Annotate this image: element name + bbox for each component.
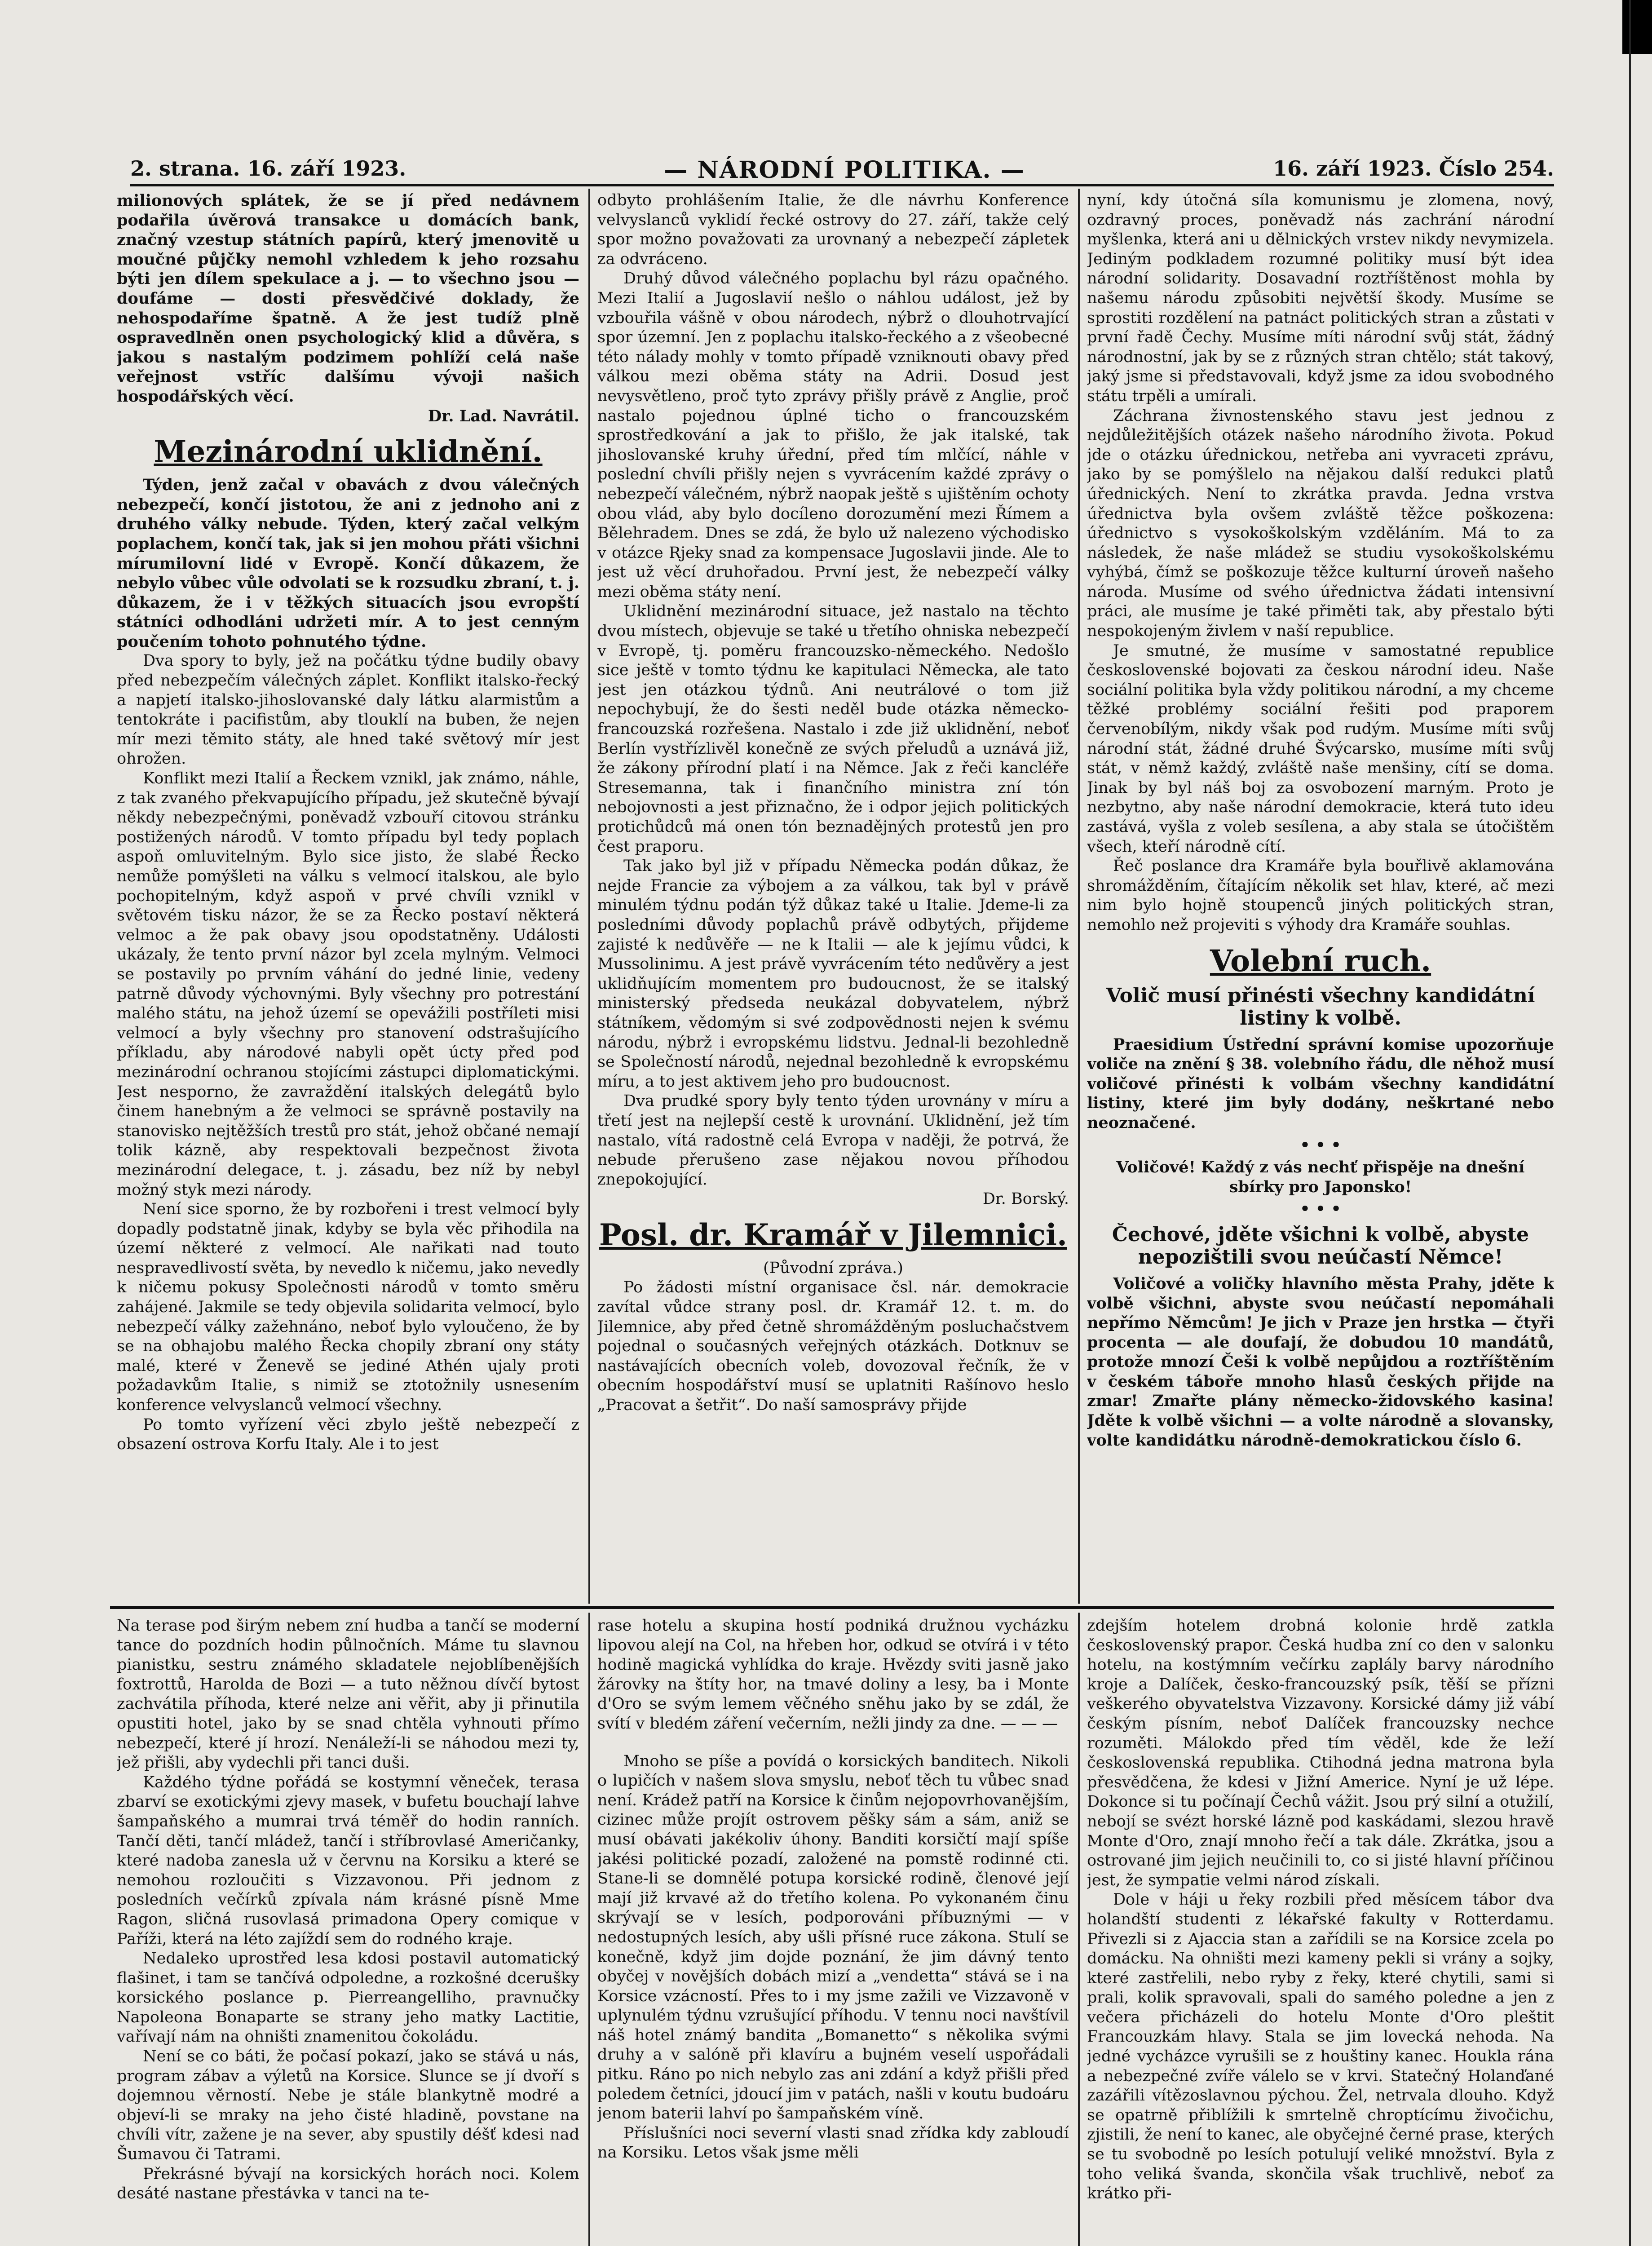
notice: Praesidium Ústřední správní komise upozorňuje voliče na znění § 38. volebního řádu, dle něhož musí voličové přinésti k volbám všechny kandidátní listiny, které jim byly dodány, neškrtané nebo neoznačené.	[1087, 1035, 1554, 1132]
column-3	[1087, 191, 1554, 1604]
article-subheading: Volič musí přinésti všechny kandidátní listiny k volbě.	[1106, 984, 1535, 1030]
header-rule	[130, 184, 1554, 186]
section-rule	[110, 1606, 1554, 1609]
page-header	[130, 156, 1554, 183]
paragraph: Řeč poslance dra Kramáře byla bouřlivě aklamována shromážděním, čítajícím několik set hlav, které, ač mezi nim bylo hojně stoupenců jiných politických stran, nemohlo než projeviti s výhody dra Kramáře souhlas.	[1087, 857, 1554, 934]
intro-signature: Dr. Lad. Navrátil.	[428, 407, 579, 425]
column-2	[597, 191, 1069, 1604]
feuilleton-column-2	[597, 1616, 1069, 2246]
notice: Voličové! Každý z vás nechť přispěje na dnešní sbírky pro Japonsko!	[1116, 1158, 1525, 1196]
paragraph: Překrásné bývají na korsických horách noci. Kolem desáté nastane přestávka v tanci na te-	[117, 2165, 579, 2203]
paragraph: Dva prudké spory byly tento týden urovnány v míru a třetí jest na nejlepší cestě k urovnání. Uklidnění, jež tím nastalo, vítá radostně celá Evropa v naději, že potrvá, že nebude přerušeno zase nějakou novou příhodou znepokojující.	[597, 1092, 1069, 1189]
notice: Voličové a voličky hlavního města Prahy, jděte k volbě všichni, abyste svou neúčastí nepomáhali nepřímo Němcům! Je jich v Praze jen hrstka — čtyři procenta — ale doufají, že dobudou 10 mandátů, protože mnozí Češi k volbě nepůjdou a roztříštěním v českém táboře mnoho hlasů českých přijde na zmar! Zmařte plány německo-židovského kasina! Jděte k volbě všichni — a volte národně a slovansky, volte kandidátku národně-demokratickou číslo 6.	[1087, 1274, 1554, 1450]
paragraph: Uklidnění mezinárodní situace, jež nastalo na těchto dvou místech, objevuje se také u třetího ohniska nebezpečí v Evropě, tj. poměru francouzsko-německého. Nedošlo sice ještě v tomto týdnu ke kapitulaci Německa, ale tato jest jen otázkou týdnů. Ani neutrálové o tom již nepochybují, že do šesti neděl bude otázka německo-francouzská rozřešena. Nastalo i zde již uklidnění, neboť Berlín vystřízlivěl konečně ze svých přeludů a uznává již, že zákony přírodní platí i na Němce. Jak z řeči kancléře Stresemanna, tak i finančního ministra zní tón nebojovnosti a jest přiznačno, že i odpor jejich politických protichůdců má onen tón beznadějných protestů jen pro čest praporu.	[597, 602, 1069, 856]
paragraph: Je smutné, že musíme v samostatné republice československé bojovati za českou národní ideu. Naše sociální politika byla vždy politikou národní, a my chceme těžké problémy sociální řešiti pod praporem červenobílým, nikdy však pod rudým. Musíme míti svůj národní stát, žádné druhé Švýcarsko, musíme míti svůj stát, v němž každý, zvláště naše menšiny, cítí se doma. Jinak by byl náš boj za osvobození marným. Proto je nezbytno, aby naše národní demokracie, která tuto ideu zastává, vyšla z voleb sesílena, a aby stala se útočištěm všech, kteří národně cítí.	[1087, 641, 1554, 856]
paragraph: Záchrana živnostenského stavu jest jednou z nejdůležitějších otázek našeho národního života. Pokud jde o otázku úřednickou, netřeba ani vyvraceti zprávu, jako by se pomýšlelo na nějakou další redukci platů úřednických. Není to zkrátka pravda. Jedna vrstva úřednictva byla ovšem zvláště těžce poškozena: úřednictvo s vysokoškolským vzděláním. Má to za následek, že naše mládež se studiu vysokoškolskému vyhýbá, čímž se poškozuje těžce kulturní úroveň našeho národa. Musíme od svého úřednictva žádati intensivní práci, ale musíme je také přiměti tak, aby přestalo býti nespokojeným živlem v naší republice.	[1087, 407, 1554, 641]
column-rule	[1078, 1613, 1080, 2246]
paragraph: Konflikt mezi Italií a Řeckem vznikl, jak známo, náhle, z tak zvaného překvapujícího případu, jež skutečně bývají někdy nebezpečnými, poněvadž vzbouří citovou stránku postižených národů. V tomto případu byl tedy poplach aspoň omluvitelným. Bylo sice jisto, že slabé Řecko nemůže pomýšleti na válku s velmocí italskou, ale bylo pochopitelným, když aspoň v prvé chvíli vznikl v světovém tisku názor, že se za Řecko postaví některá velmoc a že pak obavy jsou opodstatněny. Události ukázaly, že tento první názor byl zcela mylným. Velmoci se postavily po prvním váhání do jedné linie, vedeny patrně důvody výchovnými. Byly všechny pro potrestání malého státu, na jehož území se opevážili postříleti misi velmocí a byly všechny pro stanovení odstrašujícího příkladu, aby národové nabyli opět úcty před pod mezinárodní ochranou stojícími zástupci diplomatickými. Jest nesporno, že zavraždění italských delegátů bylo činem hanebným a že velmoci se správně postavily na stanovisko nejtěžších trestů pro stát, jehož občané nemají tolik kázně, aby respektovali bezpečnost života mezinárodní delegace, t. j. zásadu, bez níž by nebyl možný styk mezi národy.	[117, 769, 579, 1199]
paragraph: Příslušníci noci severní vlasti snad zřídka kdy zabloudí na Korsiku. Letos však jsme měli	[597, 2124, 1069, 2162]
column-rule	[588, 189, 590, 1604]
separator: • • •	[1300, 1200, 1341, 1219]
paragraph: Po žádosti místní organisace čsl. nár. demokracie zavítal vůdce strany posl. dr. Kramář 12. t. m. do Jilemnice, aby před četně shromážděným posluchačstvem pojednal o současných veřejných otázkách. Dotknuv se nastávajících obecních voleb, dovozoval řečník, že v obecním hospodářství musí se uplatniti Rašínovo heslo „Pracovat a šetřit“. Do naší samosprávy přijde	[597, 1278, 1069, 1415]
paragraph: Na terase pod širým nebem zní hudba a tančí se moderní tance do pozdních hodin půlnočních. Máme tu slavnou pianistku, sestru známého skladatele nejoblíbenějších foxtrottů, Harolda de Bozi — a tuto něžnou dívčí bytost zachvátila příhoda, které nelze ani věřit, aby ji přinutila opustiti hotel, jako by se snad chtěla vyhnouti přímo nebezpečí, které jí hrozí. Nenáleží-li se náhodou mezi ty, jež přišli, aby vydechli při tanci duši.	[117, 1617, 579, 1772]
paragraph: odbyto prohlášením Italie, že dle návrhu Konference velvyslanců vyklidí řecké ostrovy do 27. září, takže celý spor možno považovati za urovnaný a nebezpečí zápletek za odvráceno.	[597, 191, 1069, 268]
column-rule	[1078, 189, 1080, 1604]
column-rule	[588, 1613, 590, 2246]
paragraph: Tak jako byl již v případu Německa podán důkaz, že nejde Francie za výbojem a za válkou, tak byl v právě minulém týdnu podán týž důkaz také u Italie. Jdeme-li za posledními důvody poplachů právě odbytých, přijdeme zajisté k nedůvěře — ne k Italii — ale k jejímu vůdci, k Mussolinimu. A jest právě vyvrácením této nedůvěry a jest uklidňujícím momentem pro budoucnost, že se italský ministerský předseda neukázal dobyvatelem, nýbrž státníkem, vědomým si své zodpovědnosti nejen k svému národu, nýbrž i evropskému lidstvu. Jednal-li bezohledně se Společností národů, nejednal bezohledně k evropskému míru, a to jest aktivem jeho pro budoucnost.	[597, 857, 1069, 1091]
scan-edge	[1629, 0, 1631, 2246]
paragraph: Po tomto vyřízení věci zbylo ještě nebezpečí z obsazení ostrova Korfu Italy. Ale i to jest	[117, 1415, 579, 1454]
paragraph: Mnoho se píše a povídá o korsických banditech. Nikoli o lupičích v našem slova smyslu, neboť těch tu vůbec snad není. Krádež patří na Korsice k činům nejopovrhovanějším, cizinec může projít ostrovem pěšky sám a sám, aniž se musí obávati jakékoliv úhony. Banditi korsičtí mají spíše jakési politické pozadí, založené na pomstě rodinné cti. Stane-li se domnělé potupa korsické rodině, členové její mají již krvavé až do třetího kolena. Po vykonaném činu skrývají se v lesích, podporováni příbuznými — v nedostupných lesích, aby ušli přísné ruce zákona. Stulí se konečně, když jim dojde poznání, že jim dávný tento obyčej v novějších dobách mizí a „vendetta“ stává se i na Korsice vzácností. Přes to i my jsme zažili ve Vizzavoně v uplynulém týdnu vzrušující příhodu. V tennu noci navštívil náš hotel známý bandita „Bomanetto“ s několika svými druhy a v salóně při klavíru a bujném veselí uspořádali pitku. Ráno po nich nebylo zas ani zdání a když přišli před poledem četníci, jdoucí jim v patách, našli v koutu budoáru jenom baterii lahví po šampaňském víně.	[597, 1752, 1069, 2123]
paragraph: zdejším hotelem drobná kolonie hrdě zatkla československý prapor. Česká hudba zní co den v salonku hotelu, na kostýmním večírku zaplály barvy národního kroje a Dalíček, česko-francouzský psík, těší se přízni veškerého obyvatelstva Vizzavony. Korsické dámy již vábí českým písním, neboť Dalíček francouzsky nechce rozuměti. Málokdo před tím věděl, kde že leží československá republika. Ctihodná jedna matrona byla přesvědčena, že kdesi v Jižní Americe. Nyní je už lépe. Dokonce si tu počínají Čechů vážit. Jsou prý silní a otužilí, nebojí se svézt horské lázně pod kaskádami, slezou hravě Monte d'Oro, znají mnoho řečí a tak dále. Zkrátka, jsou a ostrované jim jejich neučinili to, co si jisté hlavní příčinou jest, že sympatie velmi národ získali.	[1087, 1617, 1554, 1889]
paragraph: Týden, jenž začal v obavách z dvou válečných nebezpečí, končí jistotou, že ani z jednoho ani z druhého války nebude. Týden, který začal velkým poplachem, končí tak, jak si jen mohou přáti všichni mírumilovní lidé v Evropě. Končí důkazem, že nebylo vůbec vůle odvolati se k rozsudku zbraní, t. j. důkazem, že i v těžkých situacích jsou evropští státníci odhodláni udržeti mír. A to jest cenným poučením tohoto pohnutého týdne.	[117, 476, 579, 651]
paragraph: rase hotelu a skupina hostí podniká družnou vycházku lipovou alejí na Col, na hřeben hor, odkud se otvírá i v této hodině magická vyhlídka do kraje. Hvězdy sviti jasně jako žárovky na štíty hor, na tmavé doliny a lesy, ba i Monte d'Oro se svým lemem věčného sněhu jako by se zdál, že svítí v bledém záření večerním, nežli jindy za dne. — — —	[597, 1617, 1069, 1733]
article-subheading: (Původní zpráva.)	[763, 1259, 903, 1277]
header-left: 2. strana. 16. září 1923.	[130, 156, 406, 181]
article-heading: Posl. dr. Kramář v Jilemnici.	[599, 1217, 1067, 1252]
signature: Dr. Borský.	[982, 1190, 1069, 1208]
paragraph: Druhý důvod válečného poplachu byl rázu opačného. Mezi Italií a Jugoslavií nešlo o náhlou událost, jež by vzbouřila vášně v obou národech, nýbrž o dlouhotrvající spor územní. Jen z poplachu italsko-řeckého a z všeobecné této nálady mohly v tomto případě vzniknouti obavy před válkou mezi oběma státy na Adrii. Dosud jest nevysvětleno, proč tyto zprávy přišly právě z Anglie, proč nastalo pojednou úplné ticho o francouzském sprostředkování a jak to přišlo, že jak italské, tak jihoslovanské kruhy úřední, před tím mlčící, náhle v poslední chvíli přišly nejen s vyvrácením každé zprávy o nebezpečí válečném, nýbrž naopak ještě s ujištěním ochoty obou vlád, aby bylo docíleno dorozumění mezi Římem a Bělehradem. Dnes se zdá, že bylo už nalezeno východisko v otázce Rjeky snad za kompensace Jugoslavii jinde. Ale to jest už věcí druhořadou. První jest, že nebezpečí války mezi oběma státy není.	[597, 270, 1069, 601]
separator: • • •	[1300, 1136, 1341, 1154]
masthead-title: — NÁRODNÍ POLITIKA. —	[664, 156, 1025, 184]
paragraph: Není se co báti, že počasí pokazí, jako se stává u nás, program zábav a výletů na Korsice. Slunce se jí dvoří s dojemnou věrností. Nebe je stále blankytně modré a objeví-li se mraky na jeho čisté hladině, povstane na chvíli vítr, zažene je na sever, aby spustily déšť kdesi nad Šumavou či Tatrami.	[117, 2047, 579, 2164]
paragraph: Nedaleko uprostřed lesa kdosi postavil automatický flašinet, i tam se tančívá odpoledne, a rozkošné dcerušky korsického poslance p. Pierreangelliho, pravnučky Napoleona Bonaparte se strany jeho matky Lactitie, vařívají nám na ohništi znamenitou čokoládu.	[117, 1950, 579, 2046]
feuilleton-column-1	[117, 1616, 579, 2246]
article-subheading: Čechové, jděte všichni k volbě, abyste nepozištili svou neúčastí Němce!	[1112, 1223, 1529, 1269]
scan-corner	[1622, 0, 1652, 54]
column-1	[117, 191, 579, 1604]
paragraph: Dole v háji u řeky rozbili před měsícem tábor dva holandští studenti z lékařské fakulty v Rotterdamu. Přivezli si z Ajaccia stan a zařídili se na Korsice zcela po domácku. Na ohništi mezi kameny pekli si vrány a sojky, které zastřelili, nebo ryby z řeky, které chytili, sami si prali, kolik spravovali, spali do samého poledne a jen z večera přicházeli do hotelu Monte d'Oro pleštit Francouzkám hlavy. Stala se jim lovecká nehoda. Na jedné vycházce vyrušili se z houštiny kanec. Houkla rána a nebezpečné zvíře válelo se v krvi. Statečný Holanďané zazářili vítězoslavnou pýchou. Žel, netrvala dlouho. Když se opatrně přiblížili k smrtelně chroptícímu živočichu, zjistili, že není to kanec, ale obyčejné černé prase, kterých se tu svobodně po lesích potulují veliké množství. Byla z toho veliká švanda, skončila však truchlivě, neboť za krátko při-	[1087, 1891, 1554, 2203]
intro-paragraph: milionových splátek, že se jí před nedávnem podařila úvěrová transakce u domácích bank, značný vzestup státních papírů, který jmenovitě u moučné půjčky nemohl vzhledem k jeho rozsahu býti jen dílem spekulace a j. — to všechno jsou — doufáme — dosti přesvědčivé doklady, že nehospodaříme špatně. A že jest tudíž plně ospravedlněn onen psychologický klid a důvěra, s jakou s nastalým podzimem pohlíží celá naše veřejnost vstříc dalšímu vývoji našich hospodářských věcí.	[117, 191, 579, 406]
header-right: 16. září 1923. Číslo 254.	[1273, 156, 1554, 181]
paragraph: Dva spory to byly, jež na počátku týdne budily obavy před nebezpečím válečných záplet. Konflikt italsko-řecký a napjetí italsko-jihoslovanské daly látku alarmistům a tentokráte i pacifistům, aby tlouklí na buben, že nejen mír mezi těmito státy, ale hned také světový mír jest ohrožen.	[117, 652, 579, 768]
paragraph: Není sice sporno, že by rozbořeni i trest velmocí byly dopadly podstatně jinak, kdyby se byla věc přihodila na území některé z velmocí. Ale nařikati nad touto nespravedlivostí světa, by nevedlo k ničemu, jako nevedly k ničemu pokusy Společnosti národů v tomto směru zahájené. Jakmile se tedy objevila solidarita velmocí, bylo nebezpečí války zažehnáno, neboť bylo vyloučeno, že by se na obhajobu malého Řecka chopily zbraní ony státy malé, které v Ženevě se jediné Athén ujaly proti požadavkům Italie, s nimiž se ztotožnily usnesením konference velvyslanců velmocí všechny.	[117, 1200, 579, 1415]
paragraph: Každého týdne pořádá se kostymní věneček, terasa zbarví se exotickými zjevy masek, v bufetu bouchají lahve šampaňského a mumrai trvá téměř do hodin ranních. Tančí děti, tančí mládež, tančí i stříbrovlasé Američanky, které nadoba zanesla už v červnu na Korsiku a které se nemohou rozloučiti s Vizzavonou. Při jednom z posledních večírků zpívala nám krásné písně Mme Ragon, sličná rusovlasá primadona Opery comique v Paříži, která na léto zajíždí sem do rodného kraje.	[117, 1773, 579, 1948]
article-heading: Volební ruch.	[1210, 943, 1431, 978]
paragraph: nyní, kdy útočná síla komunismu je zlomena, nový, ozdravný proces, poněvadž nás zachrání národní myšlenka, která ani u dělnických vrstev nikdy nevymizela. Jediným podkladem rozumné politiky musí být idea národní solidarity. Dosavadní roztříštěnost mohla by našemu národu způsobiti největší škody. Musíme se sprostiti rozdělení na patnáct politických stran a zůstati v první řadě Čechy. Musíme míti národní svůj stát, žádný národnostní, jak by se z různých stran chtělo; stát takový, jaký jsme si představovali, když jsme za idou svobodného státu trpěli a umírali.	[1087, 191, 1554, 405]
feuilleton-column-3	[1087, 1616, 1554, 2246]
article-heading: Mezinárodní uklidnění.	[154, 434, 543, 469]
